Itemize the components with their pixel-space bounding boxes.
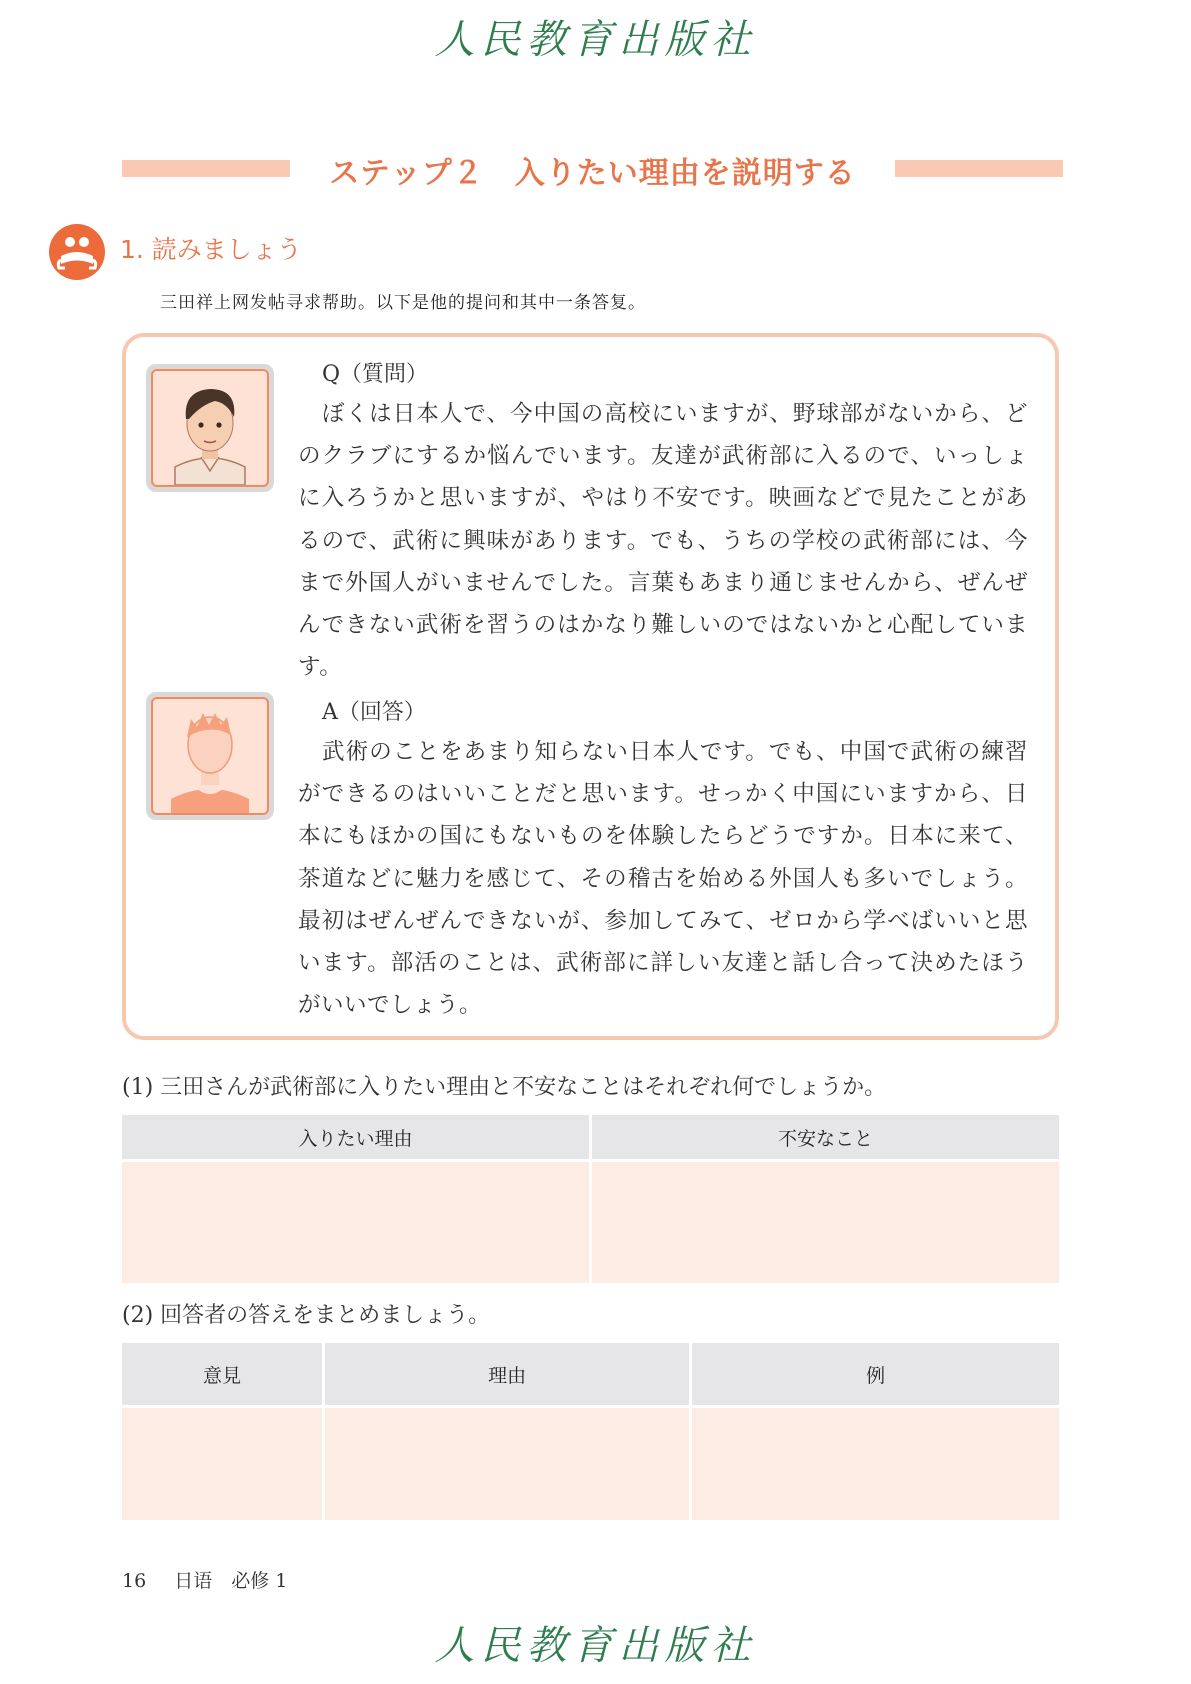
exercise-1-table (122, 1115, 1059, 1283)
exercise-2-question: (2) 回答者の答えをまとめましょう。 (122, 1303, 491, 1328)
exercise-2-table (122, 1343, 1059, 1520)
title-bar-right (895, 160, 1063, 177)
title-bar-left (122, 160, 290, 177)
table-header: 意見 (122, 1343, 323, 1407)
answer-label: A（回答） (322, 700, 426, 725)
publisher-logo: 人民教育出版社 (434, 17, 757, 63)
boy-avatar (146, 364, 274, 492)
answer-cell[interactable] (691, 1407, 1059, 1521)
table-header: 例 (691, 1343, 1059, 1407)
answer-cell[interactable] (591, 1161, 1060, 1284)
book-title: 日语 必修 1 (174, 1570, 288, 1592)
answer-text: 武術のことをあまり知らない日本人です。でも、中国で武術の練習ができるのはいいことだと思います。せっかく中国にいますから、日本にもほかの国にもないものを体験したらどうですか。日本に来て、茶道などに魅力を感じて、その稽古を始める外国人も多いでしょう。最初はぜんぜんできないが、参加してみて、ゼロから学べばいいと思います。部活のことは、武術部に詳しい友達と話し合って決めたほうがいいでしょう。 (298, 739, 1028, 1019)
section-intro: 三田祥上网发帖寻求帮助。以下是他的提问和其中一条答复。 (160, 293, 646, 313)
section-title: 1. 読みましょう (120, 235, 302, 264)
reading-people-icon (49, 224, 105, 280)
publisher-logo-bottom: 人民教育出版社 (434, 1623, 757, 1669)
person-avatar (146, 692, 274, 820)
question-text: ぼくは日本人で、今中国の高校にいますが、野球部がないから、どのクラブにするか悩んでいます。友達が武術部に入るので、いっしょに入ろうかと思いますが、やはり不安です。映画などで見たことがあるので、武術に興味があります。でも、うちの学校の武術部には、今まで外国人がいませんでした。言葉もあまり通じませんから、ぜんぜんできない武術を習うのはかなり難しいのではないかと心配しています。 (298, 401, 1028, 681)
page-number: 16 (122, 1570, 147, 1592)
table-header: 理由 (323, 1343, 690, 1407)
answer-cell[interactable] (122, 1407, 323, 1521)
answer-cell[interactable] (122, 1161, 591, 1284)
question-label: Q（質問） (322, 362, 429, 387)
table-header: 不安なこと (591, 1115, 1060, 1161)
step-title: ステップ２ 入りたい理由を説明する (329, 156, 856, 191)
table-header: 入りたい理由 (122, 1115, 591, 1161)
page-footer (122, 1566, 315, 1593)
answer-cell[interactable] (323, 1407, 690, 1521)
exercise-1-question: (1) 三田さんが武術部に入りたい理由と不安なことはそれぞれ何でしょうか。 (122, 1075, 887, 1100)
